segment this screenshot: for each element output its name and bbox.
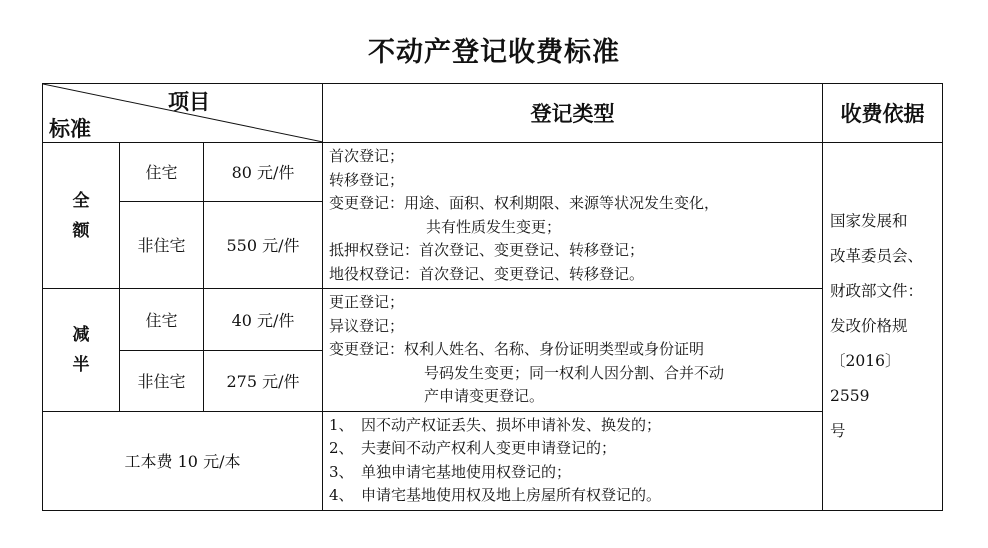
header-basis: 收费依据 <box>823 84 943 143</box>
table-row <box>43 411 943 510</box>
table-row <box>43 143 943 202</box>
work-fee-cell: 工本费 10 元/本 <box>43 411 323 510</box>
subtype-cell: 非住宅 <box>120 201 204 288</box>
subtype-cell: 住宅 <box>120 143 204 202</box>
diagonal-header-cell <box>43 84 323 143</box>
registration-types-full: 首次登记； 转移登记； 变更登记：用途、面积、权利期限、来源等状况发生变化， 共有性质发生变更； 抵押权登记：首次登记、变更登记、转移登记； 地役权登记：首次登记、变更登记、转移登记。 <box>323 143 823 289</box>
fee-table <box>42 83 943 511</box>
category-full: 全 额 <box>43 143 120 289</box>
header-item: 项目 <box>168 90 210 114</box>
header-standard: 标准 <box>49 117 91 141</box>
work-fee-conditions: 1、 因不动产权证丢失、损坏申请补发、换发的； 2、 夫妻间不动产权利人变更申请登记的； 3、 单独申请宅基地使用权登记的； 4、 申请宅基地使用权及地上房屋所有权登记的。 <box>323 411 823 510</box>
page-title: 不动产登记收费标准 <box>368 37 620 68</box>
fee-cell: 550 元/件 <box>204 201 323 288</box>
category-half: 减 半 <box>43 289 120 412</box>
subtype-cell: 住宅 <box>120 289 204 351</box>
fee-cell: 275 元/件 <box>204 351 323 411</box>
registration-types-half: 更正登记； 异议登记； 变更登记：权利人姓名、名称、身份证明类型或身份证明 号码发生变更；同一权利人因分割、合并不动 产申请变更登记。 <box>323 289 823 412</box>
header-type: 登记类型 <box>323 84 823 143</box>
fee-cell: 80 元/件 <box>204 143 323 202</box>
subtype-cell: 非住宅 <box>120 351 204 411</box>
fee-basis-cell: 国家发展和 改革委员会、 财政部文件： 发改价格规 〔2016〕2559 号 <box>823 143 943 511</box>
fee-cell: 40 元/件 <box>204 289 323 351</box>
header-row <box>43 84 943 143</box>
table-row <box>43 289 943 351</box>
